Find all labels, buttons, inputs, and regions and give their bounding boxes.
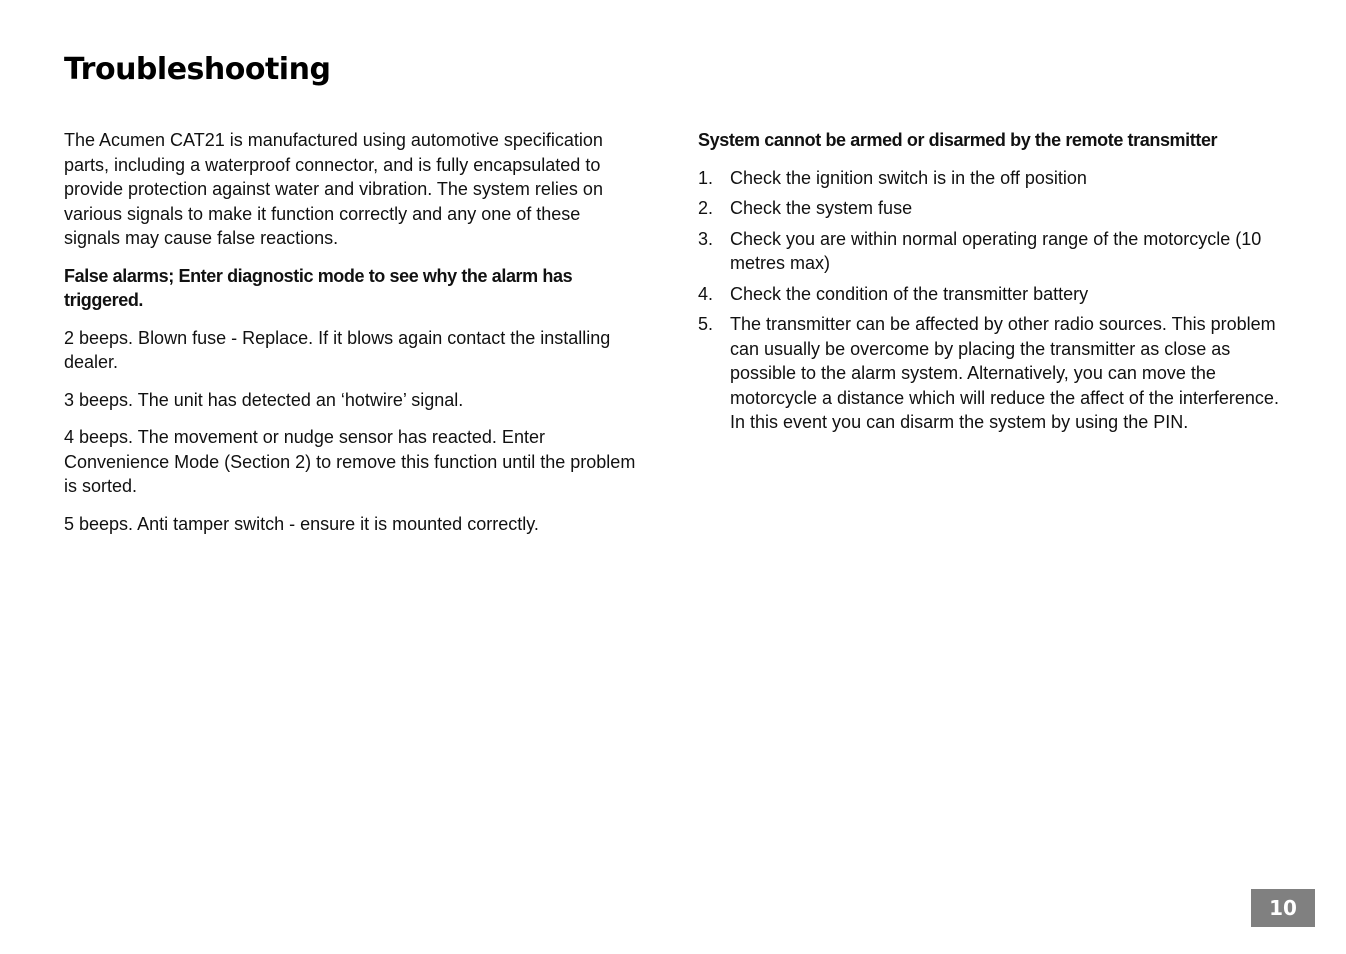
list-item-number: 3.	[698, 228, 714, 249]
intro-paragraph: The Acumen CAT21 is manufactured using automotive specification parts, including a waterproof connector, and is fully encapsulated to provide protection against water and vibration. The system relies on various signals to make it function correctly and any one of these signals may cause false reactions.	[64, 130, 603, 248]
list-item-text: Check you are within normal operating range of the motorcycle (10 metres max)	[730, 228, 1262, 273]
list-item	[698, 196, 1288, 221]
list-item-text: Check the condition of the transmitter battery	[730, 283, 1089, 304]
beep-2-paragraph: 2 beeps. Blown fuse - Replace. If it blows again contact the installing dealer.	[64, 327, 611, 372]
list-item-number: 1.	[698, 167, 714, 188]
list-item	[698, 227, 1288, 276]
list-item-text: Check the system fuse	[730, 198, 913, 218]
list-item-number: 2.	[698, 198, 714, 218]
list-item	[698, 166, 1288, 191]
troubleshooting-steps-list	[698, 166, 1288, 435]
beep-5-paragraph: 5 beeps. Anti tamper switch - ensure it is mounted correctly.	[64, 513, 539, 534]
page-number-badge: 10	[1251, 889, 1315, 927]
list-item	[698, 282, 1288, 307]
remote-transmitter-subheading: System cannot be armed or disarmed by the remote transmitter	[698, 130, 1218, 150]
left-column	[64, 128, 639, 549]
beep-4-paragraph: 4 beeps. The movement or nudge sensor has reacted. Enter Convenience Mode (Section 2) to remove this function until the problem is sorted.	[64, 427, 636, 496]
page-title: Troubleshooting	[64, 52, 331, 87]
list-item-number: 5.	[698, 314, 714, 334]
beep-3-paragraph: 3 beeps. The unit has detected an ‘hotwire’ signal.	[64, 389, 464, 410]
false-alarms-subheading: False alarms; Enter diagnostic mode to see why the alarm has triggered.	[64, 265, 573, 310]
list-item-text: Check the ignition switch is in the off position	[730, 167, 1087, 188]
list-item-number: 4.	[698, 283, 714, 304]
right-column	[698, 128, 1288, 441]
list-item	[698, 312, 1288, 435]
list-item-text: The transmitter can be affected by other radio sources. This problem can usually be overcome by placing the transmitter as close as possible to the alarm system. Alternatively, you can move the motorcycle a distance which will reduce the affect of the interference. In this event you can disarm the system by using the PIN.	[730, 314, 1279, 432]
